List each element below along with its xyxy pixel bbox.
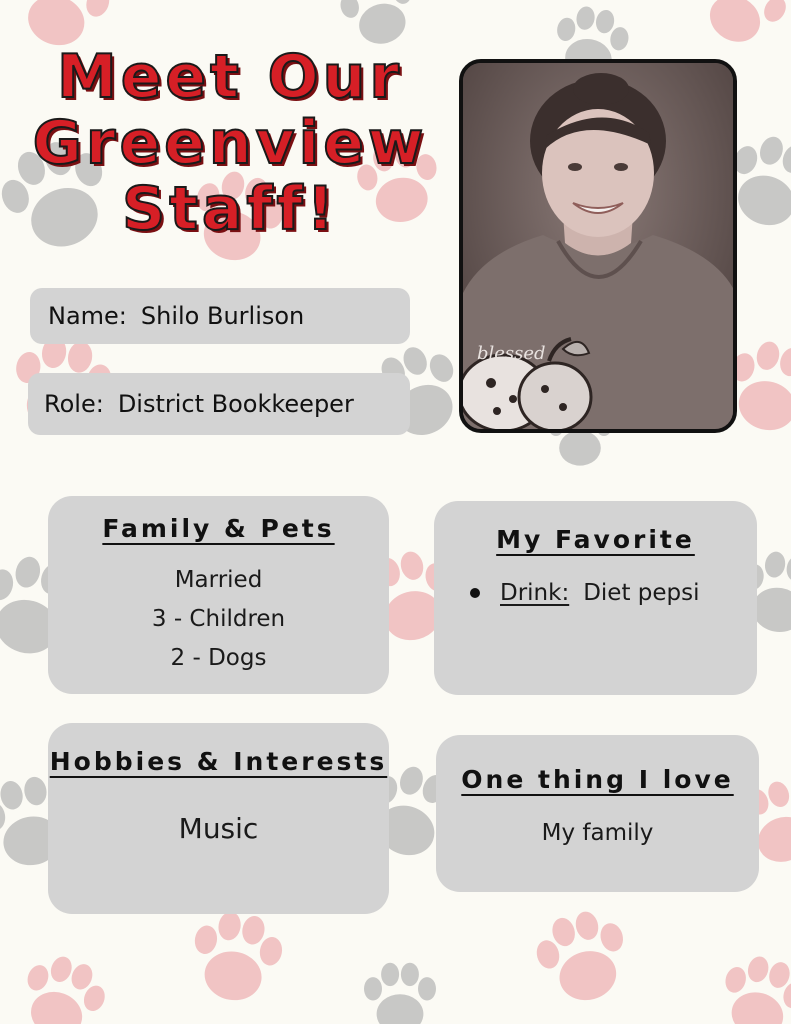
role-field [28,373,410,435]
list-item: 3 - Children [151,606,286,632]
shirt-text: blessed [477,343,546,364]
hobbies-value: Music [178,812,259,845]
paw-print-icon [713,949,791,1024]
my-favorite-heading: My Favorite [496,525,695,554]
paw-print-icon [689,0,791,58]
title-line-2: Greenview [32,108,428,178]
name-label: Name: [48,302,127,330]
hobbies-interests-heading: Hobbies & Interests [49,747,388,776]
my-favorite-card [434,501,757,695]
role-value: District Bookkeeper [117,390,354,418]
favorite-value: Diet pepsi [583,580,700,606]
paw-print-icon [529,904,636,1011]
favorite-item-drink [470,580,757,606]
page-title [20,44,440,242]
portrait-illustration [463,63,733,429]
one-thing-i-love-card [436,735,759,892]
family-pets-card [48,496,389,694]
paw-print-icon [11,947,113,1024]
paw-print-icon [364,963,436,1024]
staff-photo [459,59,737,433]
paw-print-icon [186,906,288,1007]
bullet-icon [470,588,480,598]
title-line-3: Staff! [122,174,338,244]
hobbies-interests-card [48,723,389,914]
favorite-list [434,580,757,606]
list-item: 2 - Dogs [170,645,267,671]
name-field [30,288,410,344]
role-label: Role: [44,390,104,418]
title-line-1: Meet Our [57,42,403,112]
family-pets-heading: Family & Pets [102,514,335,543]
list-item: Married [174,567,263,593]
favorite-key: Drink: [500,580,570,606]
love-value: My family [541,820,654,846]
name-value: Shilo Burlison [140,302,305,330]
one-thing-i-love-heading: One thing I love [461,765,734,794]
family-pets-list [48,561,389,678]
